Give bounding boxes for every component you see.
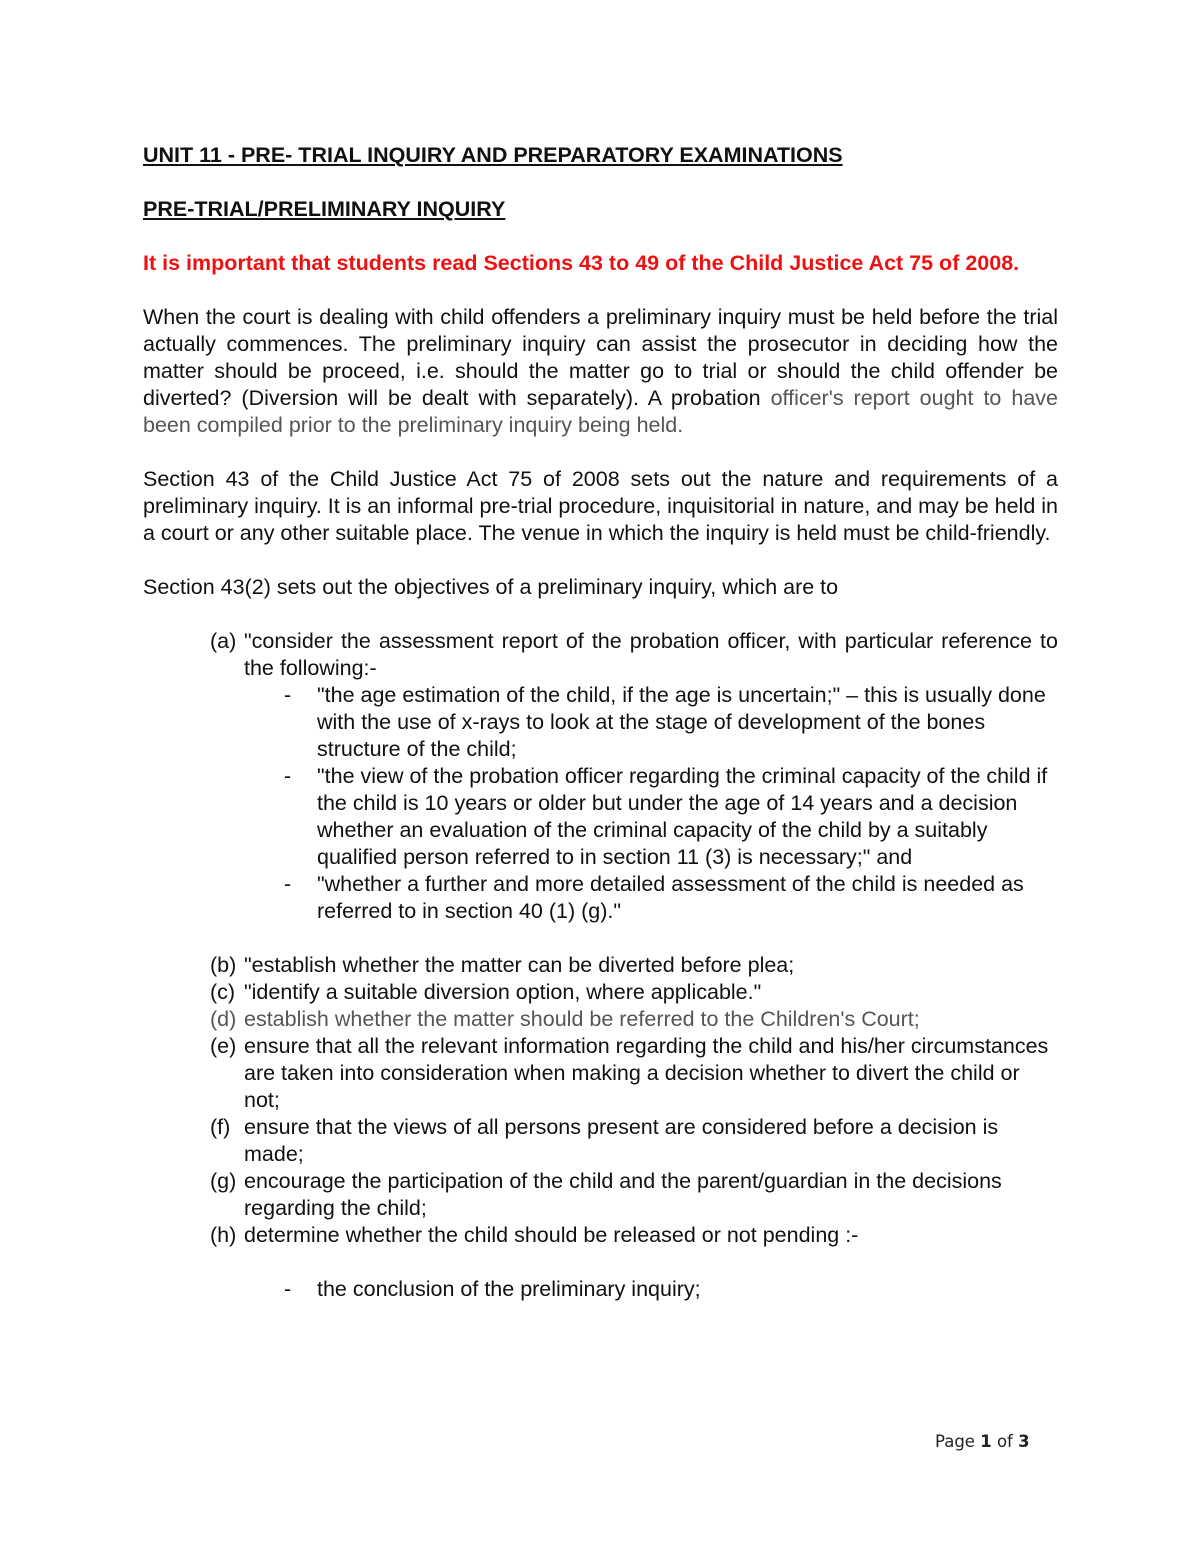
sublist-item [244, 1276, 1058, 1303]
list-marker: (d) [210, 1007, 237, 1031]
list-item-text: ensure that the views of all persons present are considered before a decision is made; [244, 1115, 999, 1166]
paragraph-section-43: Section 43 of the Child Justice Act 75 of 2008 sets out the nature and requirements of a preliminary inquiry. It is an informal pre-trial procedure, inquisitorial in nature, and may be held in a court or any other suitable place. The venue in which the inquiry is held must be child-friendly. [143, 467, 1058, 545]
list-item [143, 952, 1058, 979]
sublist-item [244, 871, 1058, 925]
list-item [143, 1033, 1058, 1114]
sublist-item-text: the conclusion of the preliminary inquiry; [317, 1277, 701, 1301]
list-item-text: determine whether the child should be released or not pending :- [244, 1223, 859, 1247]
assessment-sublist [244, 682, 1058, 925]
current-page-number: 1 [980, 1432, 992, 1451]
list-spacer [244, 1249, 1058, 1276]
objectives-list [143, 628, 1058, 1303]
reading-notice: It is important that students read Sections 43 to 49 of the Child Justice Act 75 of 2008. [143, 251, 1020, 275]
list-item-text: "identify a suitable diversion option, where applicable." [244, 980, 762, 1004]
list-marker: (c) [210, 980, 236, 1004]
section-heading: PRE-TRIAL/PRELIMINARY INQUIRY [143, 197, 506, 221]
document-title: UNIT 11 - PRE- TRIAL INQUIRY AND PREPARATORY EXAMINATIONS [143, 143, 843, 167]
sublist-item-text: "the view of the probation officer regarding the criminal capacity of the child if the child is 10 years or older but under the age of 14 years and a decision whether an evaluation of the criminal capacity of the child by a suitably qualified person referred to in section 11 (3) is necessary;" and [317, 764, 1048, 869]
paragraph-intro-text: When the court is dealing with child offenders a preliminary inquiry must be held before the trial actually commences. The preliminary inquiry can assist the prosecutor in deciding how the matter should be proceed, i.e. should the matter go to trial or should the child offender be diverted? (Diversion will be dealt with separately). A probation [143, 305, 1058, 410]
total-page-count: 3 [1018, 1432, 1030, 1451]
list-marker: (b) [210, 953, 237, 977]
list-marker: (f) [210, 1115, 231, 1139]
list-marker: (g) [210, 1169, 237, 1193]
page-footer [935, 1432, 1030, 1451]
paragraph-intro [143, 304, 1058, 439]
list-item-text: establish whether the matter should be referred to the Children's Court; [244, 1007, 920, 1031]
list-marker: (e) [210, 1034, 237, 1058]
sublist-item [244, 763, 1058, 871]
list-item-text: ensure that all the relevant information regarding the child and his/her circumstances are taken into consideration when making a decision whether to divert the child or not; [244, 1034, 1049, 1112]
dash-marker: - [284, 1277, 292, 1301]
dash-marker: - [284, 764, 292, 788]
list-spacer [244, 925, 1058, 952]
list-item-text: "consider the assessment report of the probation officer, with particular reference to the following:- [244, 629, 1058, 680]
list-item [143, 1168, 1058, 1222]
sublist-item-text: "whether a further and more detailed assessment of the child is needed as referred to in section 40 (1) (g)." [317, 872, 1024, 923]
dash-marker: - [284, 872, 292, 896]
list-marker: (a) [210, 629, 237, 653]
list-item-text: encourage the participation of the child and the parent/guardian in the decisions regarding the child; [244, 1169, 1002, 1220]
page-label: Page [935, 1432, 975, 1451]
list-item [143, 1114, 1058, 1168]
list-item [143, 628, 1058, 952]
of-label: of [996, 1432, 1013, 1451]
list-item [143, 1222, 1058, 1303]
list-item [143, 979, 1058, 1006]
list-item-text: "establish whether the matter can be diverted before plea; [244, 953, 795, 977]
document-body [143, 142, 1058, 1303]
pending-sublist [244, 1276, 1058, 1303]
paragraph-objectives-intro: Section 43(2) sets out the objectives of a preliminary inquiry, which are to [143, 575, 839, 599]
list-item [143, 1006, 1058, 1033]
dash-marker: - [284, 683, 292, 707]
list-marker: (h) [210, 1223, 237, 1247]
sublist-item [244, 682, 1058, 763]
paragraph-intro-tail: officer's report ought to have been compiled prior to the preliminary inquiry being held. [143, 386, 1058, 437]
sublist-item-text: "the age estimation of the child, if the age is uncertain;" – this is usually done with the use of x-rays to look at the stage of development of the bones structure of the child; [317, 683, 1046, 761]
